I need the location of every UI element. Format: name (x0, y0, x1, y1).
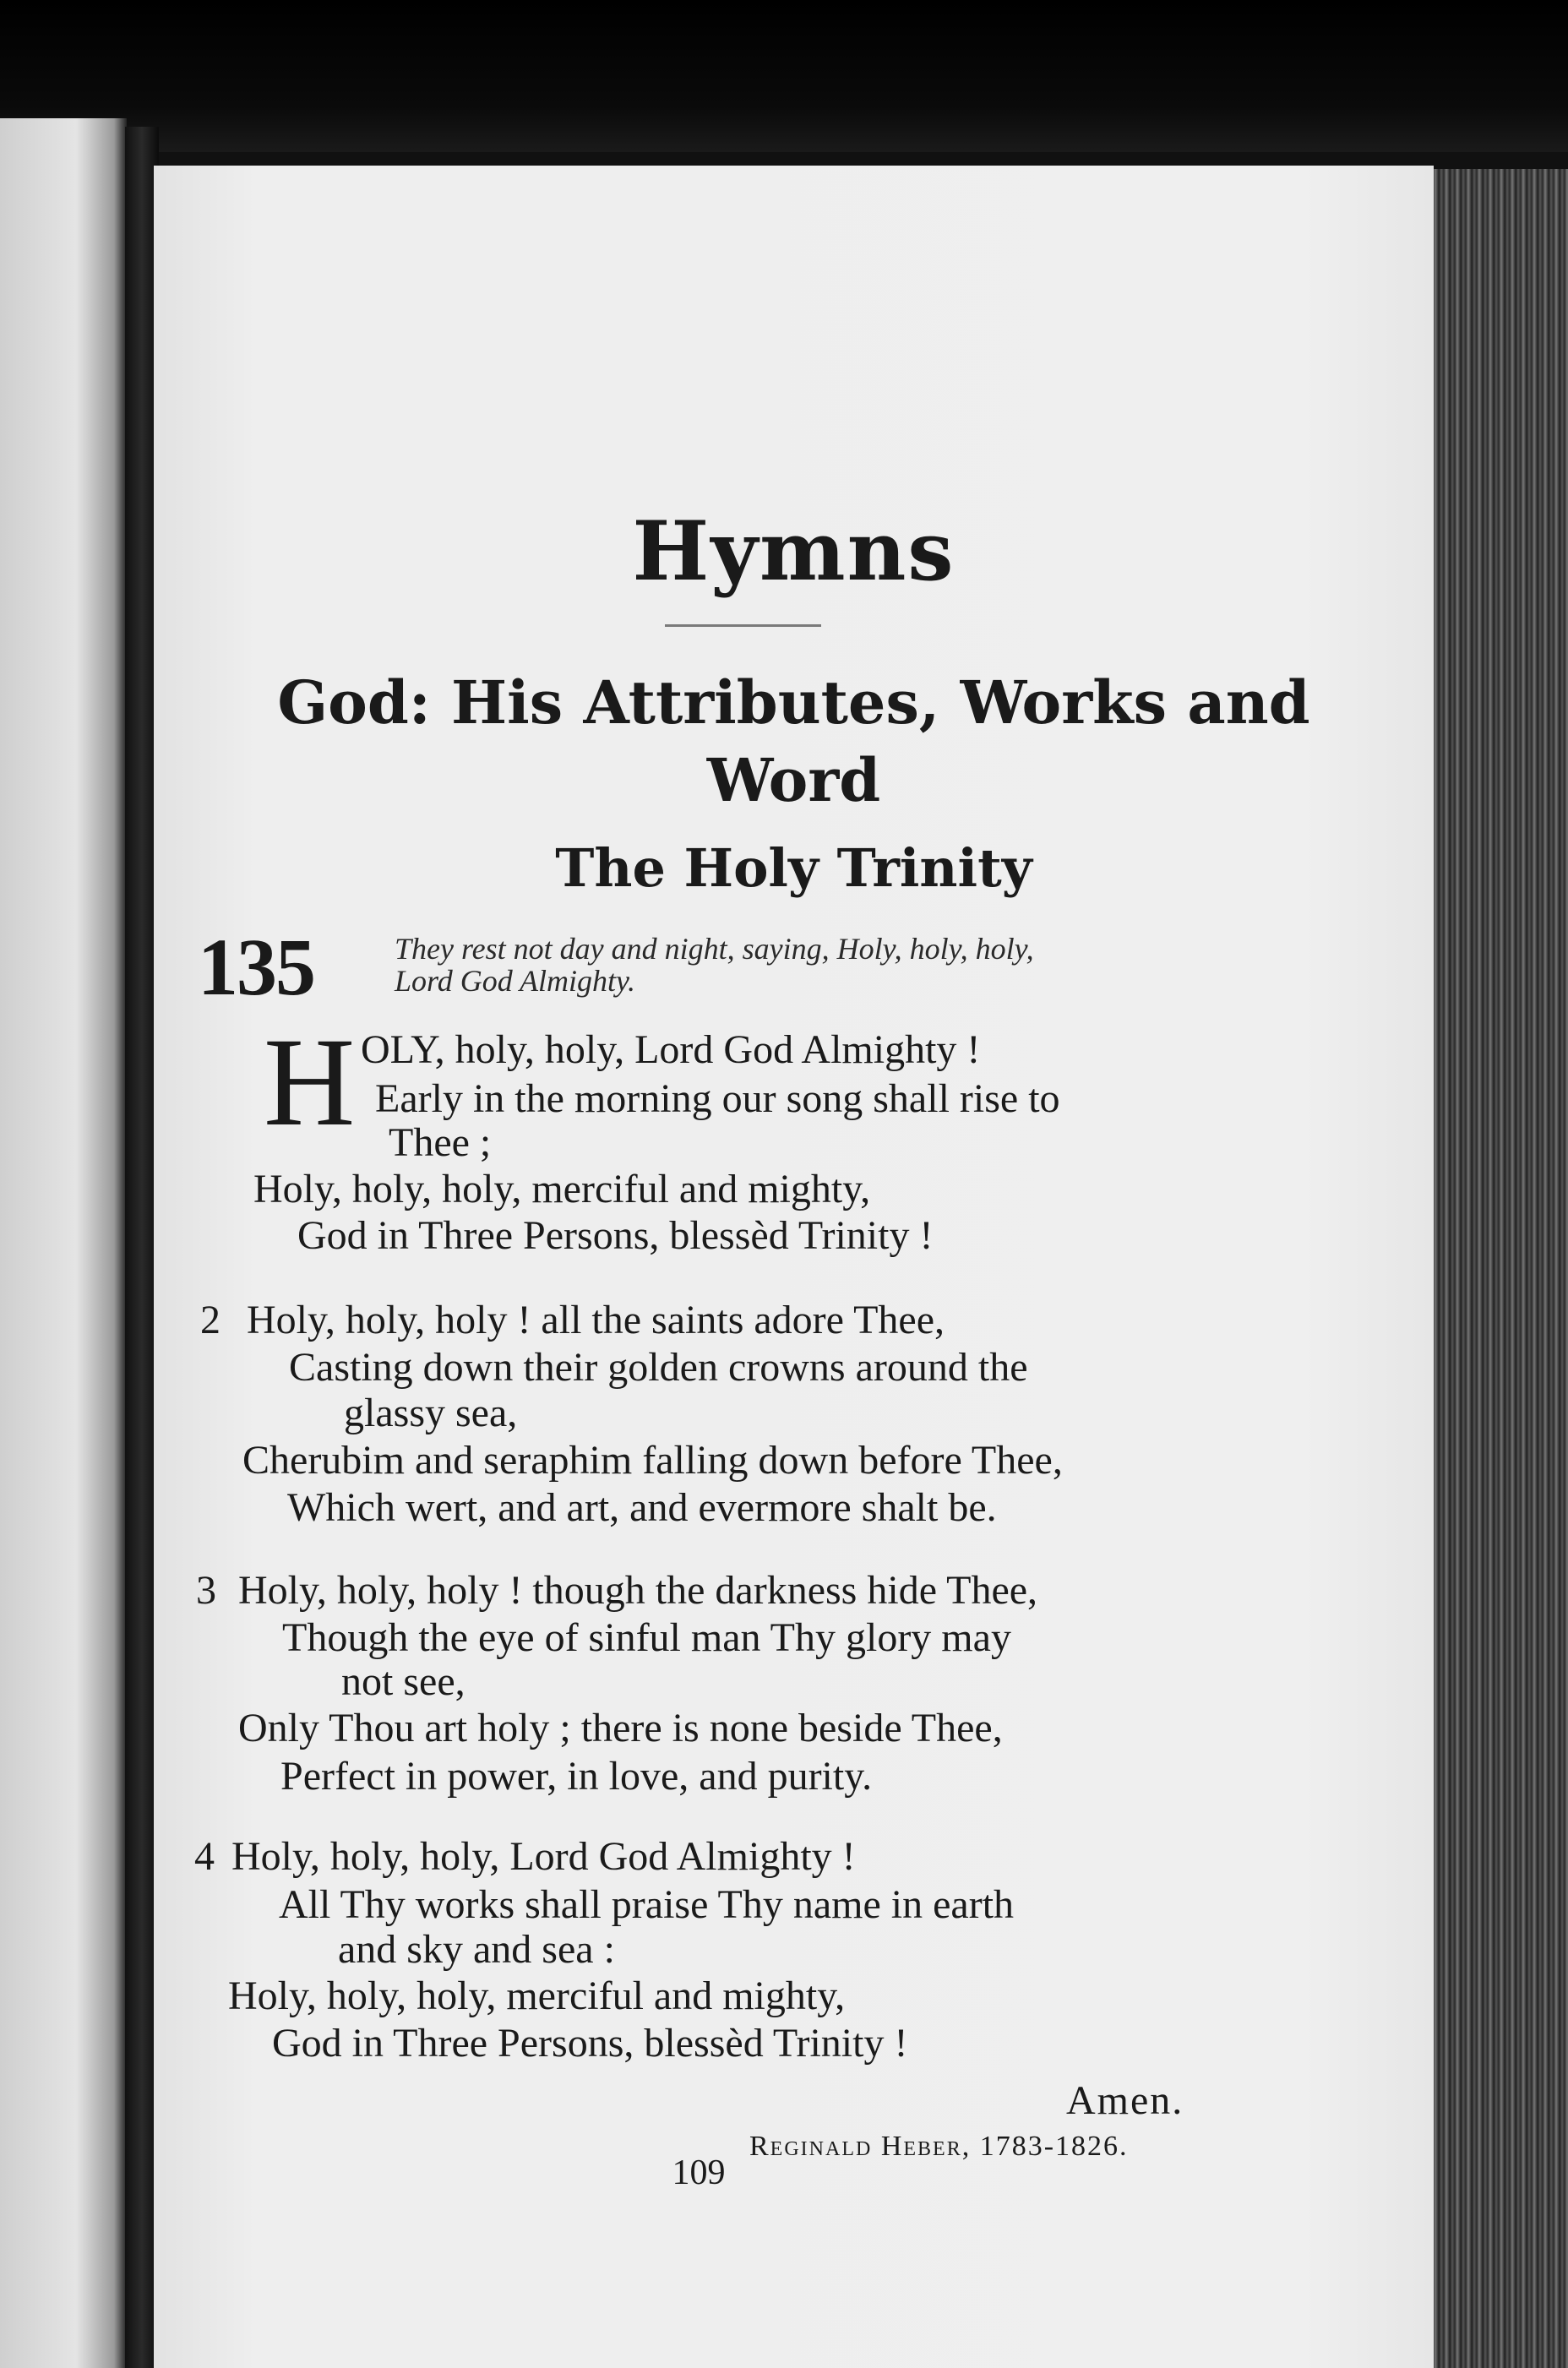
verse4-line3: and sky and sea : (338, 1927, 615, 1972)
verse1-line1: OLY, holy, holy, Lord God Almighty ! (361, 1027, 981, 1072)
hymn-number: 135 (198, 922, 314, 1012)
section-title-line1: God: His Attributes, Works and (277, 667, 1310, 738)
section-title-line2: Word (706, 745, 881, 815)
verse2-line1: Holy, holy, holy ! all the saints adore Thee, (247, 1298, 945, 1342)
subsection-title: The Holy Trinity (555, 837, 1032, 899)
verse2-line3: glassy sea, (344, 1391, 518, 1435)
scan-background (0, 0, 1568, 152)
verse4-number: 4 (194, 1834, 215, 1879)
epigraph (395, 933, 1434, 997)
verse2-line5: Which wert, and art, and evermore shalt be. (287, 1485, 997, 1530)
epigraph-line2: Lord God Almighty. (395, 964, 636, 998)
page-edges (1428, 169, 1568, 2368)
epigraph-line1: They rest not day and night, saying, Holy, holy, holy, (395, 932, 1034, 966)
previous-page-edge (0, 118, 127, 2368)
verse2-line4: Cherubim and seraphim falling down before Thee, (242, 1438, 1063, 1483)
verse1-line2: Early in the morning our song shall rise to (375, 1076, 1060, 1121)
verse2-number: 2 (200, 1298, 220, 1342)
verse3-line3: not see, (341, 1659, 466, 1704)
hymnal-page (154, 166, 1434, 2368)
heading-rule (665, 624, 821, 627)
author-name: Reginald Heber, (749, 2131, 972, 2162)
page-heading: Hymns (632, 504, 956, 599)
verse4-line1: Holy, holy, holy, Lord God Almighty ! (231, 1834, 856, 1879)
verse3-line1: Holy, holy, holy ! though the darkness hide Thee, (238, 1568, 1038, 1613)
verse3-line5: Perfect in power, in love, and purity. (280, 1754, 873, 1799)
verse3-line4: Only Thou art holy ; there is none beside Thee, (238, 1706, 1003, 1750)
verse4-line4: Holy, holy, holy, merciful and mighty, (228, 1973, 846, 2018)
amen: Amen. (1066, 2078, 1184, 2123)
section-title (154, 664, 1434, 819)
verse2-line2: Casting down their golden crowns around the (289, 1345, 1028, 1390)
drop-cap: H (264, 1012, 356, 1152)
verse1-line5: God in Three Persons, blessèd Trinity ! (297, 1213, 934, 1258)
verse4-line5: God in Three Persons, blessèd Trinity ! (272, 2021, 908, 2066)
author-dates: 1783-1826. (979, 2131, 1129, 2162)
verse3-number: 3 (196, 1568, 216, 1613)
verse1-line4: Holy, holy, holy, merciful and mighty, (253, 1167, 871, 1211)
verse4-line2: All Thy works shall praise Thy name in earth (279, 1882, 1015, 1927)
verse3-line2: Though the eye of sinful man Thy glory may (282, 1615, 1011, 1660)
page-number: 109 (672, 2153, 726, 2192)
verse1-line3: Thee ; (389, 1120, 492, 1165)
